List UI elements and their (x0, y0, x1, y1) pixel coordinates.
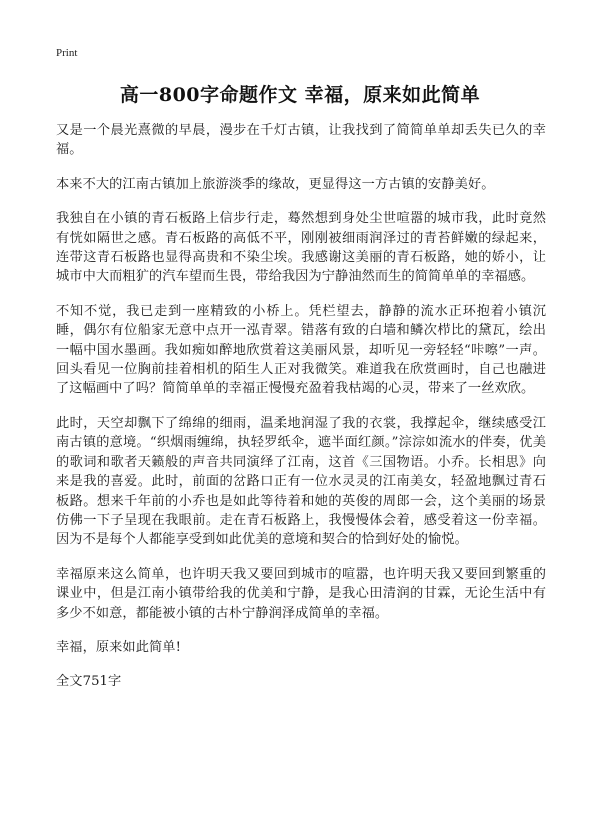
paragraph-2: 本来不大的江南古镇加上旅游淡季的缘故，更显得这一方古镇的安静美好。 (56, 176, 495, 192)
paragraph-4: 不知不觉，我已走到一座精致的小桥上。凭栏望去，静静的流水正环抱着小镇沉睡，偶尔有位船家无意中点开一泓青翠。错落有致的白墙和鳞次栉比的黛瓦，绘出一幅中国水墨画。我如痴如醉地欣赏着这美丽风景，却听见一旁轻轻“咔嚓”一声。回头看见一位胸前挂着相机的陌生人正对我微笑。难道我在欣赏画时，自己也融进了这幅画中了吗？简简单单的幸福正慢慢充盈着我枯竭的心灵，带来了一丝欢欣。 (56, 303, 546, 397)
article-body (56, 121, 546, 707)
paragraph-3: 我独自在小镇的青石板路上信步行走，蓦然想到身处尘世喧嚣的城市我，此时竟然有恍如隔世之感。青石板路的高低不平，刚刚被细雨润泽过的青苔鲜嫩的绿起来，连带这青石板路也显得高贵和不染尘埃。我感谢这美丽的青石板路，她的娇小，让城市中大而粗犷的汽车望而生畏，带给我因为宁静油然而生的简简单单的幸福感。 (56, 211, 546, 285)
closing-line: 幸福，原来如此简单! (56, 639, 181, 655)
article-title: 高一800字命题作文 幸福，原来如此简单 (119, 84, 481, 106)
word-count: 全文751字 (56, 674, 122, 690)
print-link[interactable]: Print (56, 47, 78, 59)
paragraph-6: 幸福原来这么简单，也许明天我又要回到城市的喧嚣，也许明天我又要回到繁重的课业中，但是江南小镇带给我的优美和宁静，是我心田清润的甘霖，无论生活中有多少不如意，都能被小镇的古朴宁静润泽成简单的幸福。 (56, 566, 546, 621)
paragraph-5: 此时，天空却飘下了绵绵的细雨，温柔地润湿了我的衣裳，我撑起伞，继续感受江南古镇的意境。“织烟雨缠绵，执轻罗纸伞，遮半面红颜。”淙淙如流水的伴奏，优美的歌词和歌者天籁般的声音共同演绎了江南，这首《三国物语。小乔。长相思》向来是我的喜爱。此时，前面的岔路口正有一位水灵灵的江南美女，轻盈地飘过青石板路。想来千年前的小乔也是如此等待着和她的英俊的周郎一会，这个美丽的场景仿佛一下子呈现在我眼前。走在青石板路上，我慢慢体会着，感受着这一份幸福。因为不是每个人都能享受到如此优美的意境和契合的恰到好处的愉悦。 (56, 415, 546, 548)
paragraph-1: 又是一个晨光熹微的早晨，漫步在千灯古镇，让我找到了简简单单却丢失已久的幸福。 (56, 123, 546, 158)
